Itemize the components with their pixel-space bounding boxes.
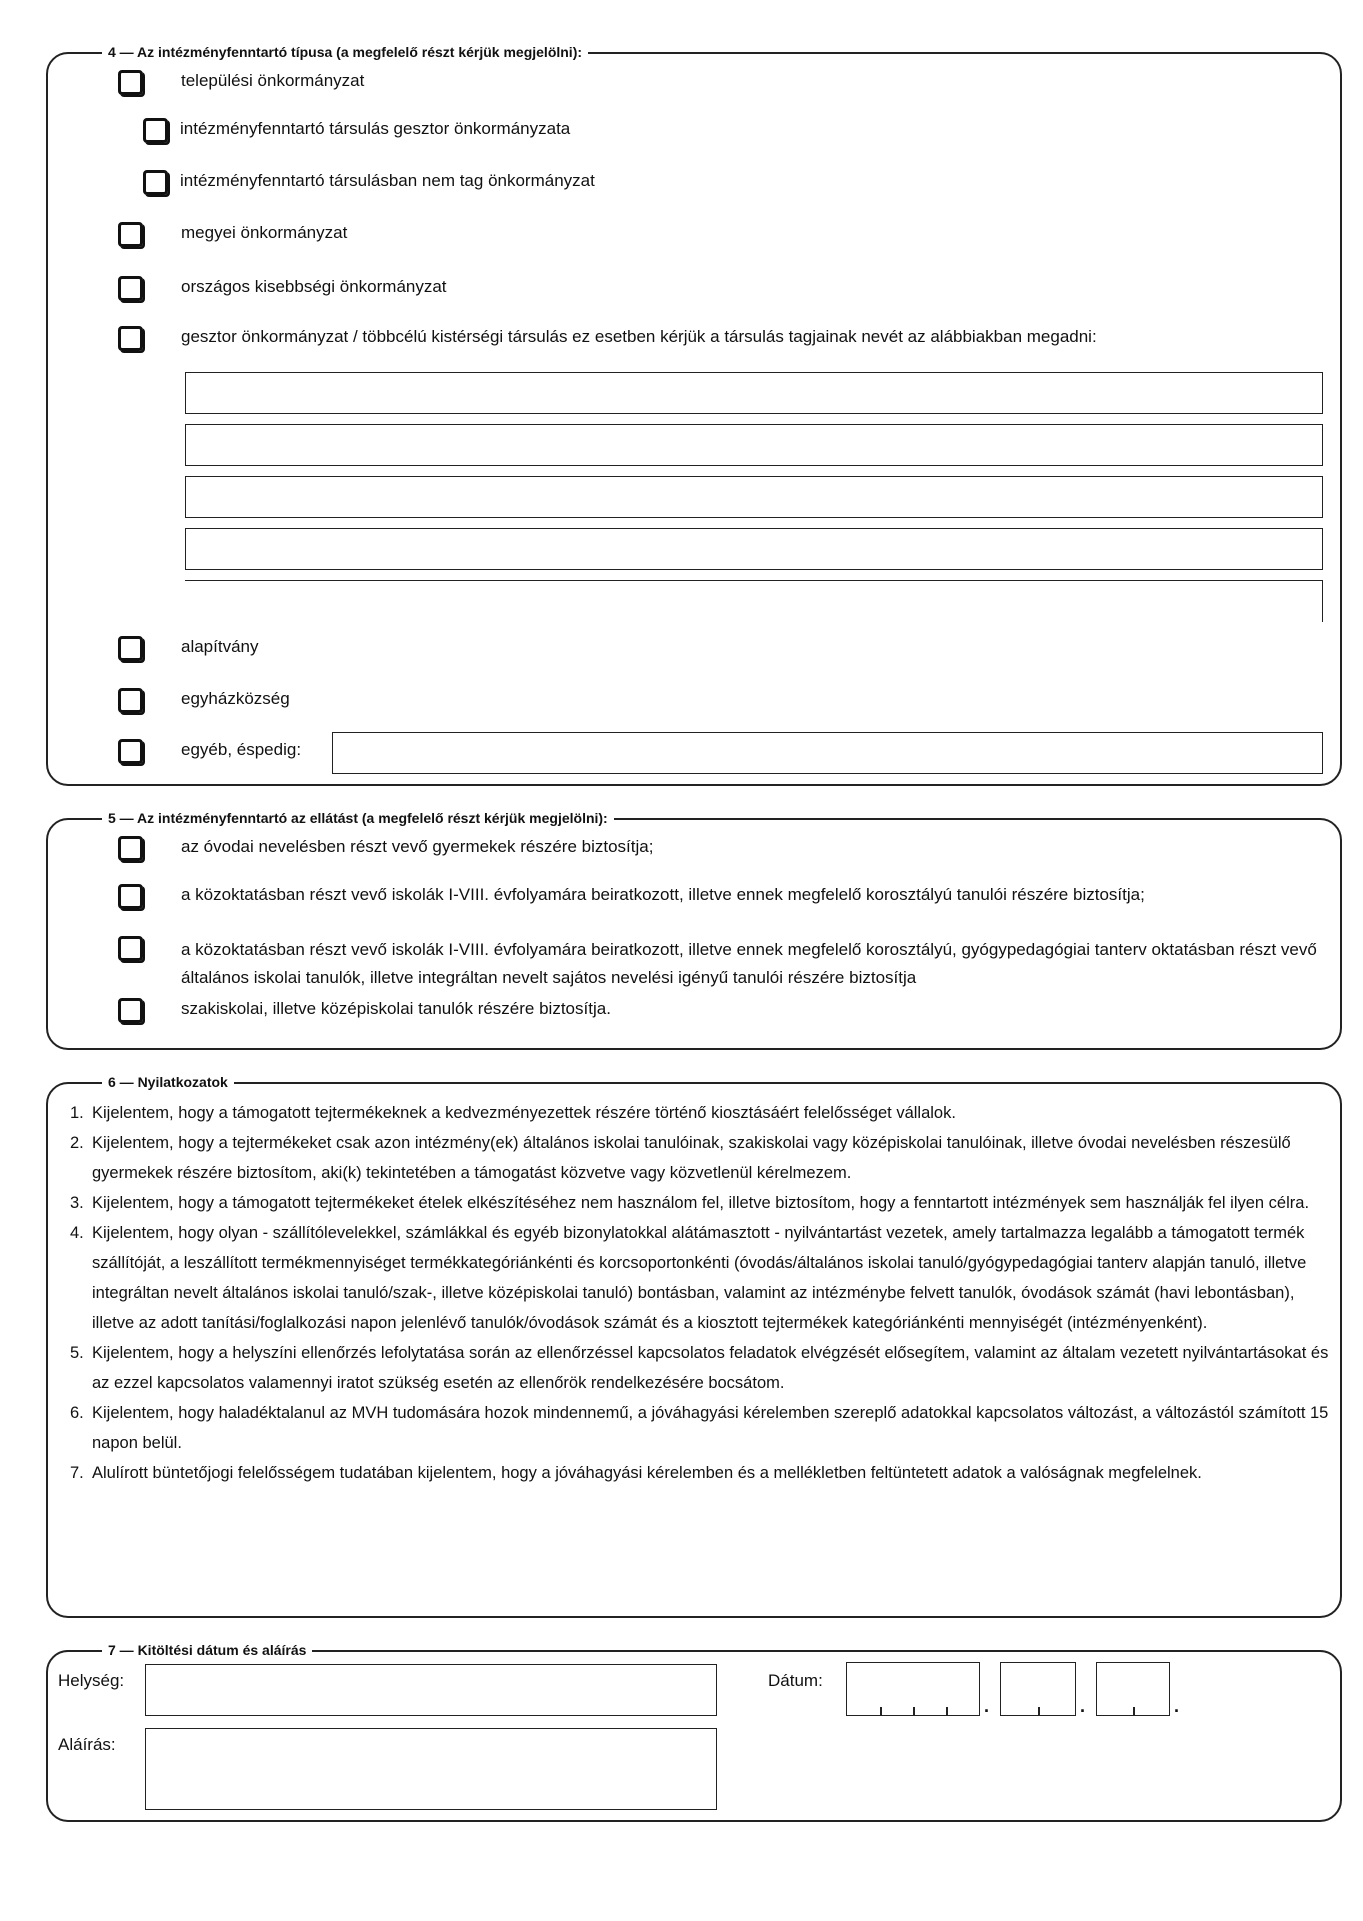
checkbox[interactable] (118, 636, 143, 661)
declaration-1: 1. Kijelentem, hogy a támogatott tejtermékeknek a kedvezményezettek részére történő kiosztásáért felelősséget vállalok. (70, 1104, 956, 1122)
option-label: gesztor önkormányzat / többcélú kistérségi társulás ez esetben kérjük a társulás tagjainak nevét az alábbiakban megadni: (181, 327, 1097, 346)
date-separator: . (984, 1696, 990, 1716)
section-5-legend: 5 — Az intézményfenntartó az ellátást (a megfelelő részt kérjük megjelölni): (102, 808, 614, 828)
option-label: alapítvány (181, 637, 259, 656)
option-tarsulasban-nem-tag[interactable] (143, 170, 595, 195)
option-egyhazkozseg[interactable] (118, 688, 290, 713)
member-name-field-5[interactable] (185, 580, 1323, 622)
place-label: Helység: (58, 1671, 125, 1690)
option-label: intézményfenntartó társulásban nem tag önkormányzat (180, 171, 595, 190)
option-label: szakiskolai, illetve középiskolai tanulók részére biztosítja. (181, 999, 611, 1018)
option-label: a közoktatásban részt vevő iskolák I-VIII. évfolyamára beiratkozott, illetve ennek megfelelő korosztályú tanulói részére biztosítja; (181, 885, 1145, 904)
option-label: egyházközség (181, 689, 290, 708)
option-alapitvany[interactable] (118, 636, 259, 661)
date-year-field[interactable] (846, 1662, 980, 1716)
checkbox[interactable] (118, 739, 143, 764)
section-4-frame (46, 44, 1342, 786)
declaration-6: 6. Kijelentem, hogy haladéktalanul az MVH tudomására hozok mindennemű, a jóváhagyási kérelemben szereplő adatokkal kapcsolatos változást, a változástól számított 15 napon belül. (70, 1404, 1329, 1452)
date-separator: . (1080, 1696, 1086, 1716)
option-label: a közoktatásban részt vevő iskolák I-VIII. évfolyamára beiratkozott, illetve ennek megfelelő korosztályú, gyógypedagógiai tanterv oktatásban részt vevő általános iskolai tanulók, illetve integráltan nevelt sajátos nevelési igényű tanulói részére biztosítja (181, 940, 1317, 987)
member-name-field-3[interactable] (185, 476, 1323, 518)
declaration-5: 5. Kijelentem, hogy a helyszíni ellenőrzés lefolytatása során az ellenőrzéssel kapcsolatos feladatok elvégzését elősegítem, valamint az általam vezetett nyilvántartásokat és az ezzel kapcsolatos valamennyi iratot szükség esetén az ellenőrök rendelkezésére bocsátom. (70, 1344, 1329, 1392)
checkbox[interactable] (118, 276, 143, 301)
date-month-field[interactable] (1000, 1662, 1076, 1716)
option-label: települési önkormányzat (181, 71, 365, 90)
declaration-3: 3. Kijelentem, hogy a támogatott tejtermékeket ételek elkészítéséhez nem használom fel, illetve biztosítom, hogy a fenntartott intézmények sem használják fel ilyen célra. (70, 1194, 1310, 1212)
checkbox[interactable] (118, 222, 143, 247)
checkbox[interactable] (118, 688, 143, 713)
checkbox[interactable] (118, 836, 143, 861)
signature-field[interactable] (145, 1728, 717, 1810)
option-label: országos kisebbségi önkormányzat (181, 277, 447, 296)
signature-label: Aláírás: (58, 1735, 116, 1754)
checkbox[interactable] (118, 936, 143, 961)
option-label: az óvodai nevelésben részt vevő gyermekek részére biztosítja; (181, 837, 654, 856)
option-orszagos-kisebbsegi[interactable] (118, 276, 447, 301)
declaration-7: 7. Alulírott büntetőjogi felelősségem tudatában kijelentem, hogy a jóváhagyási kérelemben és a mellékletben feltüntetett adatok a valóságnak megfelelnek. (70, 1464, 1202, 1482)
option-szakiskolai[interactable] (118, 998, 611, 1023)
option-label: egyéb, éspedig: (181, 740, 302, 759)
place-field[interactable] (145, 1664, 717, 1716)
member-name-field-4[interactable] (185, 528, 1323, 570)
option-ovodai[interactable] (118, 836, 653, 861)
option-tarsulas-gesztor[interactable] (143, 118, 570, 143)
checkbox[interactable] (118, 998, 143, 1023)
date-label: Dátum: (768, 1671, 823, 1690)
option-telepulesi-onkormanyzat[interactable] (118, 70, 364, 95)
option-label: intézményfenntartó társulás gesztor önkormányzata (180, 119, 571, 138)
option-egyeb[interactable] (118, 739, 301, 764)
option-gyogypedagogiai[interactable] (118, 936, 1321, 992)
option-gesztor-kisterseg[interactable] (118, 326, 1097, 351)
declaration-2: 2. Kijelentem, hogy a tejtermékeket csak azon intézmény(ek) általános iskolai tanulóinak, szakiskolai vagy középiskolai tanulóinak, illetve óvodai nevelésben részesülő gyermekek részére biztosítom, aki(k) tekintetében a támogatást közvetve vagy közvetlenül kérelmezem. (70, 1134, 1291, 1182)
option-label: megyei önkormányzat (181, 223, 348, 242)
checkbox[interactable] (118, 70, 143, 95)
option-megyei-onkormanyzat[interactable] (118, 222, 347, 247)
checkbox[interactable] (118, 326, 143, 351)
member-name-field-1[interactable] (185, 372, 1323, 414)
checkbox[interactable] (143, 170, 168, 195)
date-day-field[interactable] (1096, 1662, 1170, 1716)
checkbox[interactable] (118, 884, 143, 909)
section-7-legend: 7 — Kitöltési dátum és aláírás (102, 1640, 312, 1660)
member-name-field-2[interactable] (185, 424, 1323, 466)
declaration-4: 4. Kijelentem, hogy olyan - szállítólevelekkel, számlákkal és egyéb bizonylatokkal alátámasztott - nyilvántartást vezetek, amely tartalmazza legalább a támogatott termék szállítóját, a leszállított termékmennyiséget termékkategóriánkénti és korcsoportonkénti (óvodás/általános iskolai tanuló/gyógypedagógiai tanterv alapján tanuló, illetve integráltan nevelt általános iskolai tanuló/szak-, illetve középiskolai tanuló) bontásban, valamint az intézménybe felvett tanulók, óvodások számát (havi lebontásban), illetve az adott tanítási/foglalkozási napon jelenlévő tanulók/óvodások számát és a kiosztott tejtermékek kategóriánkénti mennyiségét (intézményenként). (70, 1224, 1307, 1332)
section-6-legend: 6 — Nyilatkozatok (102, 1072, 234, 1092)
section-4-legend: 4 — Az intézményfenntartó típusa (a megfelelő részt kérjük megjelölni): (102, 42, 588, 62)
other-specify-field[interactable] (332, 732, 1323, 774)
checkbox[interactable] (143, 118, 168, 143)
date-separator: . (1174, 1696, 1180, 1716)
option-iskola-i-viii[interactable] (118, 884, 1145, 909)
declarations-list (70, 1098, 1332, 1488)
